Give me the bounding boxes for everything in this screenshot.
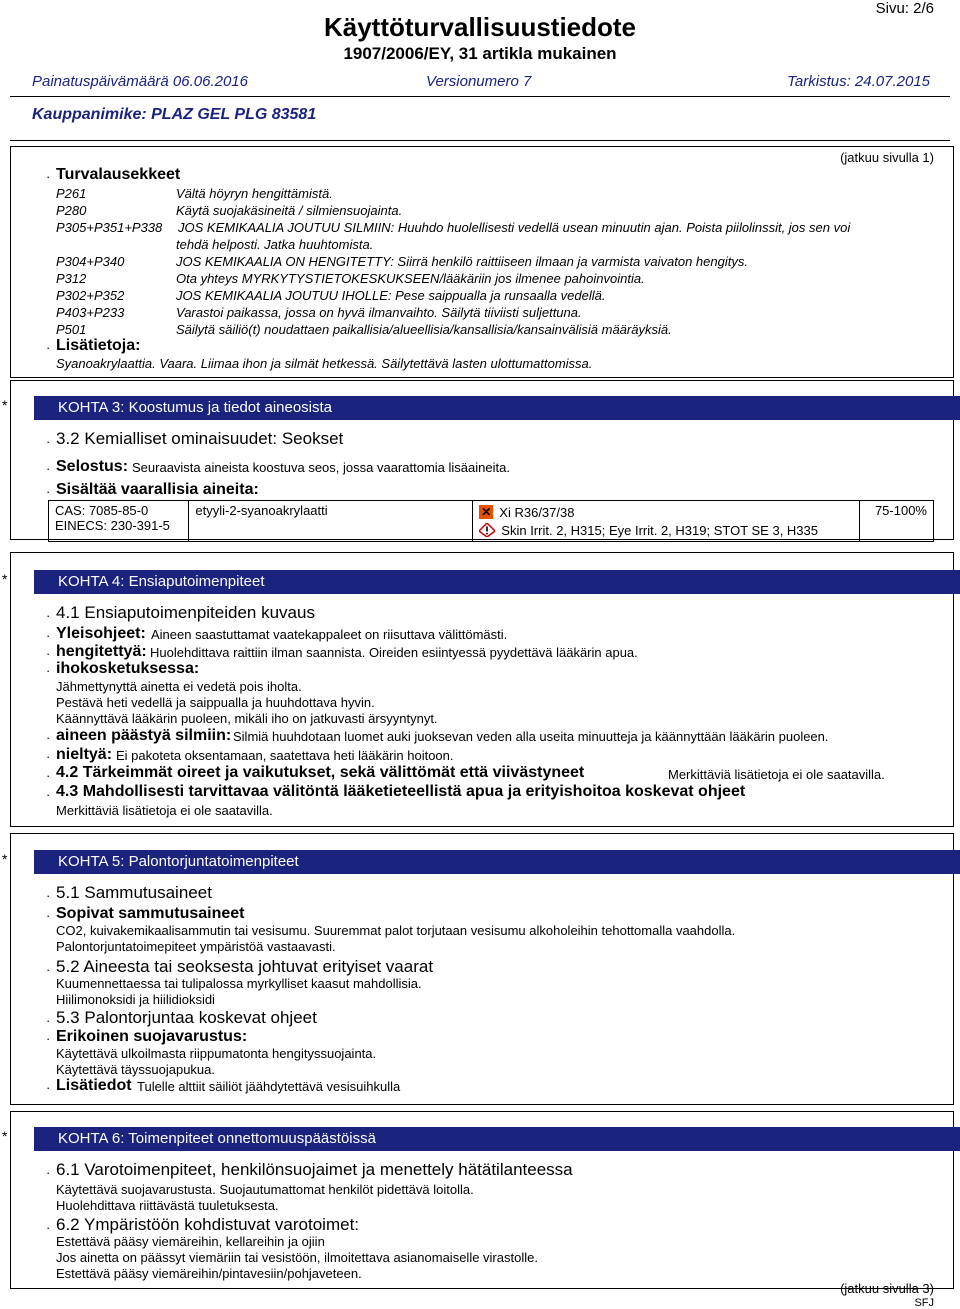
section4-text-42: Merkittäviä lisätietoja ei ole saatavilla. [668, 767, 885, 782]
description-label: Selostus: [56, 458, 129, 475]
substance-table [48, 500, 934, 542]
precaution-code: P280 [56, 203, 87, 218]
skin-label: ihokosketuksessa: [56, 660, 200, 677]
substance-hazards [473, 501, 860, 542]
suitable-media-label: Sopivat sammutusaineet [56, 905, 245, 922]
precaution-text: JOS KEMIKAALIA JOUTUU SILMIIN: Huuhdo huolellisesti vedellä usean minuutin ajan. Poista piilolinssit, jos sen voi [178, 220, 851, 235]
document-subtitle: 1907/2006/EY, 31 artikla mukainen [343, 44, 617, 63]
precaution-text-cont: tehdä helposti. Jatka huuhtomista. [176, 237, 374, 252]
version-number: Versionumero 7 [426, 73, 532, 90]
precaution-code: P305+P351+P338 [56, 220, 163, 235]
precaution-line: Käytettävä suojavarustusta. Suojautumattomat henkilöt pidettävä loitolla. [56, 1182, 474, 1197]
precaution-text: JOS KEMIKAALIA JOUTUU IHOLLE: Pese saippualla ja runsaalla vedellä. [176, 288, 606, 303]
section4-title: KOHTA 4: Ensiaputoimenpiteet [34, 570, 960, 594]
suitable-media-line: CO2, kuivakemikaalisammutin tai vesisumu. Suuremmat palot torjutaan vesisumu alkoholeihin tehottomalla vaahdolla. [56, 923, 736, 938]
section6-heading-61: 6.1 Varotoimenpiteet, henkilönsuojaimet ja menettely hätätilanteessa [56, 1160, 573, 1179]
additional-info-text: Syanoakrylaattia. Vaara. Liimaa ihon ja silmät hetkessä. Säilytettävä lasten ulottumattomissa. [56, 356, 593, 371]
additional-info-heading: Lisätietoja: [56, 337, 141, 354]
concentration: 75-100% [860, 501, 934, 542]
eye-text: Silmiä huuhdotaan luomet auki juoksevan veden alla useita minuutteja ja käännyttään lääkärin puoleen. [233, 729, 829, 744]
hazards-line: Kuumennettaessa tai tulipalossa myrkylliset kaasut mahdollisia. [56, 976, 422, 991]
precaution-text: Vältä höyryn hengittämistä. [176, 186, 333, 201]
precaution-code: P304+P340 [56, 254, 125, 269]
changed-marker: * [2, 1128, 8, 1144]
eye-label: aineen päästyä silmiin: [56, 727, 232, 744]
header-rule [10, 96, 950, 97]
swallow-label: nieltyä: [56, 746, 113, 763]
section5-title: KOHTA 5: Palontorjuntatoimenpiteet [34, 850, 960, 874]
section5-heading-51: 5.1 Sammutusaineet [56, 883, 212, 902]
hazardous-heading: Sisältää vaarallisia aineita: [56, 481, 259, 498]
precaution-line: Huolehdittava riittävästä tuuletuksesta. [56, 1198, 279, 1213]
precautions-heading: Turvalausekkeet [56, 166, 181, 183]
inhaled-text: Huolehdittava raittiin ilman saannista. Oireiden esiintyessä pyydettävä lääkärin apua. [150, 645, 638, 660]
changed-marker: * [2, 397, 8, 413]
precaution-text: Ota yhteys MYRKYTYSTIETOKESKUKSEEN/lääkäriin jos ilmenee pahoinvointia. [176, 271, 645, 286]
general-label: Yleisohjeet: [56, 625, 146, 642]
section4-heading-42: 4.2 Tärkeimmät oireet ja vaikutukset, sekä välittömät että viivästyneet [56, 764, 585, 781]
section3-title: KOHTA 3: Koostumus ja tiedot aineosista [34, 396, 960, 420]
hazards-line: Hiilimonoksidi ja hiilidioksidi [56, 992, 215, 1007]
precaution-text: Säilytä säiliö(t) noudattaen paikallisia/alueellisia/kansallisia/kansainvälisiä määräyksiä. [176, 322, 672, 337]
footer-code: SFJ [914, 1297, 934, 1309]
section4-heading-41: 4.1 Ensiaputoimenpiteiden kuvaus [56, 603, 315, 622]
extra-info-text: Tulelle alttiit säiliöt jäähdytettävä vesisuihkulla [137, 1079, 401, 1094]
section5-heading-52: 5.2 Aineesta tai seoksesta johtuvat erityiset vaarat [56, 957, 434, 976]
exclamation-warning-icon [479, 523, 495, 537]
substance-name: etyyli-2-syanoakrylaatti [189, 501, 473, 542]
environment-line: Estettävä pääsy viemäreihin, kellareihin ja ojiin [56, 1234, 325, 1249]
section4-heading-43: 4.3 Mahdollisesti tarvittavaa välitöntä lääketieteellistä apua ja erityishoitoa koskevat ohjeet [56, 783, 746, 800]
swallow-text: Ei pakoteta oksentamaan, saatettava heti lääkärin hoitoon. [116, 748, 454, 763]
precaution-code: P312 [56, 271, 87, 286]
continued-to: (jatkuu sivulla 3) [840, 1281, 934, 1296]
protective-equipment-line: Käytettävä täyssuojapukua. [56, 1062, 215, 1077]
precaution-text: Varastoi paikassa, jossa on hyvä ilmanvaihto. Säilytä tiiviisti suljettuna. [176, 305, 582, 320]
meta-row [32, 73, 930, 93]
precaution-text: JOS KEMIKAALIA ON HENGITETTY: Siirrä henkilö raittiiseen ilmaan ja varmista vaivaton hengitys. [176, 254, 748, 269]
section5-heading-53: 5.3 Palontorjuntaa koskevat ohjeet [56, 1008, 317, 1027]
environment-line: Estettävä pääsy viemäreihin/pintavesiin/pohjaveteen. [56, 1266, 362, 1281]
precaution-code: P302+P352 [56, 288, 125, 303]
section6-heading-62: 6.2 Ympäristöön kohdistuvat varotoimet: [56, 1215, 360, 1234]
inhaled-label: hengitettyä: [56, 643, 147, 660]
cas-number: CAS: 7085-85-0 [55, 503, 149, 518]
harmful-x-icon: ✕ [481, 505, 492, 519]
precaution-code: P261 [56, 186, 87, 201]
protective-equipment-label: Erikoinen suojavarustus: [56, 1028, 248, 1045]
extra-info-label: Lisätiedot [56, 1077, 132, 1094]
precaution-code: P403+P233 [56, 305, 125, 320]
substance-ids [49, 501, 189, 542]
changed-marker: * [2, 851, 8, 867]
skin-line: Käännyttävä lääkärin puoleen, mikäli iho on jatkuvasti ärsyyntynyt. [56, 711, 438, 726]
general-text: Aineen saastuttamat vaatekappaleet on riisuttava välittömästi. [151, 627, 508, 642]
protective-equipment-line: Käytettävä ulkoilmasta riippumatonta hengityssuojainta. [56, 1046, 377, 1061]
hazard-classification-1: Xi R36/37/38 [499, 504, 575, 520]
continued-from: (jatkuu sivulla 1) [840, 150, 934, 165]
document-title: Käyttöturvallisuustiedote [323, 12, 637, 42]
description-text: Seuraavista aineista koostuva seos, jossa vaarattomia lisäaineita. [132, 460, 510, 475]
skin-line: Jähmettynyttä ainetta ei vedetä pois iholta. [56, 679, 302, 694]
einecs-number: EINECS: 230-391-5 [55, 518, 170, 533]
precaution-text: Käytä suojakäsineitä / silmiensuojainta. [176, 203, 403, 218]
suitable-media-line: Palontorjuntatoimepiteet ympäristöä vastaavasti. [56, 939, 336, 954]
section3-subheading: 3.2 Kemialliset ominaisuudet: Seokset [56, 429, 344, 448]
section4-text-43: Merkittäviä lisätietoja ei ole saatavilla. [56, 803, 273, 818]
header-rule-bottom [10, 140, 950, 141]
section6-title: KOHTA 6: Toimenpiteet onnettomuuspäästöissä [34, 1127, 960, 1151]
page-number: Sivu: 2/6 [875, 0, 934, 17]
precaution-code: P501 [56, 322, 87, 337]
print-date: Painatuspäivämäärä 06.06.2016 [32, 73, 248, 90]
changed-marker: * [2, 571, 8, 587]
trade-name: Kauppanimike: PLAZ GEL PLG 83581 [32, 106, 317, 123]
revision-date: Tarkistus: 24.07.2015 [787, 73, 930, 90]
table-row [49, 501, 934, 542]
skin-line: Pestävä heti vedellä ja saippualla ja huuhdottava hyvin. [56, 695, 375, 710]
hazard-classification-2: Skin Irrit. 2, H315; Eye Irrit. 2, H319; STOT SE 3, H335 [501, 522, 819, 538]
environment-line: Jos ainetta on päässyt viemäriin tai vesistöön, ilmoitettava asianomaiselle virastolle. [56, 1250, 538, 1265]
